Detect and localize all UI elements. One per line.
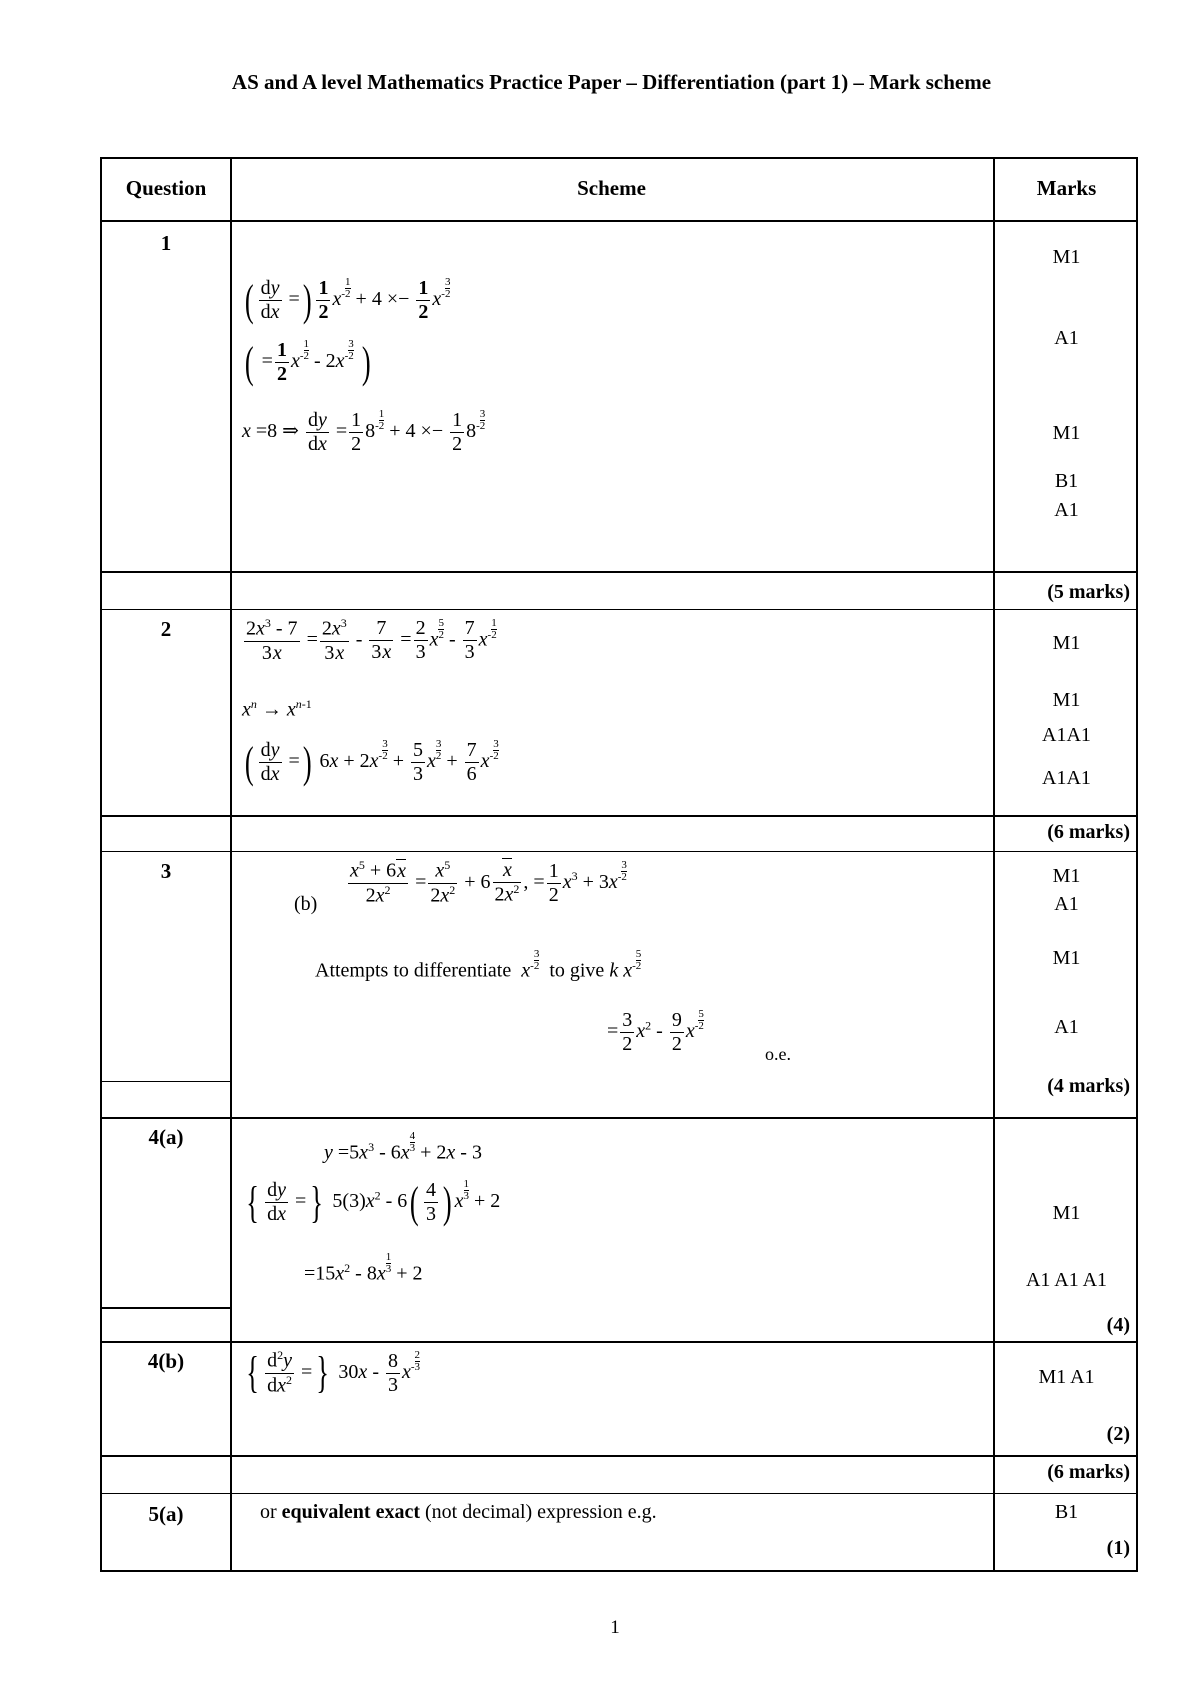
question-number: 4(b) bbox=[147, 1349, 185, 1373]
question-total: (5 marks) bbox=[1047, 581, 1130, 603]
mark-code: A1 bbox=[1054, 1016, 1079, 1038]
q1-substitution-line: x =8 ⇒ $\frac{dy}{dx}$ = $\frac{1}{2}$ 8 - $\frac{1}{2}$ + 4 ×− $\frac{1}{2}$ 8 - $\frac{3}{2}$ bbox=[242, 408, 486, 455]
mark-code: M1 bbox=[1052, 246, 1081, 268]
question-total: (4) bbox=[1106, 1314, 1130, 1336]
mark-code: A1 bbox=[1054, 893, 1079, 915]
mark-code: A1A1 bbox=[1042, 724, 1091, 746]
page-title: AS and A level Mathematics Practice Paper – Differentiation (part 1) – Mark scheme bbox=[231, 70, 992, 94]
header-marks: Marks bbox=[1036, 176, 1097, 200]
header-question: Question bbox=[125, 176, 207, 200]
q3-derivative-line: = $\frac{3}{2}$ $x^2$ - $\frac{9}{2}$ x - $\frac{5}{2}$ bbox=[607, 1008, 704, 1055]
mark-code: A1 bbox=[1054, 327, 1079, 349]
row-divider bbox=[102, 815, 1136, 817]
row-divider bbox=[102, 851, 1136, 852]
q3-split-line: $\frac{x^5 + 6x}{2x^2}$ = $\frac{x^5}{2x^2}$ + 6 $\frac{x}{2x^2}$ , = $\frac{1}{2}$ $x^3 + 3x$ - $\frac{3}{2}$ bbox=[350, 858, 627, 907]
row-divider bbox=[102, 609, 1136, 610]
mark-code: M1 bbox=[1052, 632, 1081, 654]
q4b-second-derivative-line: { $\frac{d^2y}{dx^2}$ =} 30x - $\frac{8}{3}$ x - $\frac{2}{3}$ bbox=[246, 1348, 421, 1398]
q4a-derivative-line: { $\frac{dy}{dx}$ =} $5(3)x^2 - 6$( $\frac{4}{3}$ ) x $\frac{1}{3}$ + 2 bbox=[246, 1177, 501, 1227]
column-divider bbox=[230, 159, 232, 1570]
question-total: (4 marks) bbox=[1047, 1075, 1130, 1097]
q2-split-line: $\frac{2x^3 - 7}{3x}$ = $\frac{2x^3}{3x}$ - $\frac{7}{3x}$ = $\frac{2}{3}$ x $\frac{5}{2}$ - $\frac{7}{3}$ x - $\frac{1}{2}$ bbox=[246, 616, 497, 664]
question-number: 4(a) bbox=[148, 1125, 184, 1149]
q4a-simplified-line: $=15x^2 - 8x$ $\frac{1}{3}$ + 2 bbox=[304, 1251, 423, 1285]
mark-code: A1 bbox=[1054, 499, 1079, 521]
question-number: 2 bbox=[160, 617, 172, 641]
row-divider bbox=[102, 1455, 1136, 1457]
mark-code: M1 bbox=[1052, 947, 1081, 969]
question-number: 1 bbox=[160, 231, 172, 255]
row-divider bbox=[102, 571, 1136, 573]
mark-code: M1 bbox=[1052, 865, 1081, 887]
row-divider bbox=[102, 1117, 1136, 1119]
question-total: (6 marks) bbox=[1047, 821, 1130, 843]
mark-code: A1 A1 A1 bbox=[1025, 1269, 1108, 1291]
question-total: (2) bbox=[1106, 1423, 1130, 1445]
q5a-scheme-text: or equivalent exact (not decimal) expression e.g. bbox=[260, 1501, 657, 1523]
question-number: 3 bbox=[160, 859, 172, 883]
question-number: 5(a) bbox=[148, 1502, 184, 1526]
page-number: 1 bbox=[610, 1617, 620, 1638]
mark-code: M1 bbox=[1052, 689, 1081, 711]
row-divider bbox=[102, 1341, 1136, 1343]
row-divider bbox=[102, 1307, 230, 1309]
header-scheme: Scheme bbox=[577, 176, 646, 200]
row-divider bbox=[102, 1493, 1136, 1494]
mark-code: B1 bbox=[1054, 470, 1079, 492]
mark-code: M1 A1 bbox=[1038, 1366, 1095, 1388]
q3-attempt-line: Attempts to differentiate x - $\frac{3}{2}$ to give k x - $\frac{5}{2}$ bbox=[315, 948, 642, 982]
mark-code: B1 bbox=[1054, 1501, 1079, 1523]
q2-power-rule: $x^n \to x^{n-1}$ bbox=[242, 697, 312, 721]
q3-oe-note: o.e. bbox=[765, 1044, 791, 1064]
question-total: (6 marks) bbox=[1047, 1461, 1130, 1483]
mark-scheme-table bbox=[100, 157, 1138, 1572]
question-total: (1) bbox=[1106, 1537, 1130, 1559]
q4a-function-line: $y =5x^3 - 6x$ $\frac{4}{3}$ + 2x - 3 bbox=[324, 1130, 482, 1164]
mark-code: M1 bbox=[1052, 1202, 1081, 1224]
row-divider bbox=[102, 1081, 230, 1082]
mark-code: M1 bbox=[1052, 422, 1081, 444]
mark-code: A1A1 bbox=[1042, 767, 1091, 789]
q2-derivative-line: ( $\frac{dy}{dx}$ =) 6x + 2x - $\frac{3}{2}$ + $\frac{5}{3}$ x $\frac{3}{2}$ + $\frac{7}{6}$ x - $\frac{3}{2}$ bbox=[244, 737, 499, 787]
q1-simplified-line: ( = $\frac{1}{2}$ x - $\frac{1}{2}$ - 2x - $\frac{3}{2}$ ) bbox=[244, 337, 371, 387]
q1-derivative-line: ( $\frac{dy}{dx}$ =) $\frac{1}{2}$ x - $\frac{1}{2}$ + 4 ×− $\frac{1}{2}$ x - $\frac{3}{2}$ bbox=[244, 275, 451, 325]
q3-part-label: (b) bbox=[294, 893, 318, 915]
row-divider bbox=[102, 220, 1136, 222]
